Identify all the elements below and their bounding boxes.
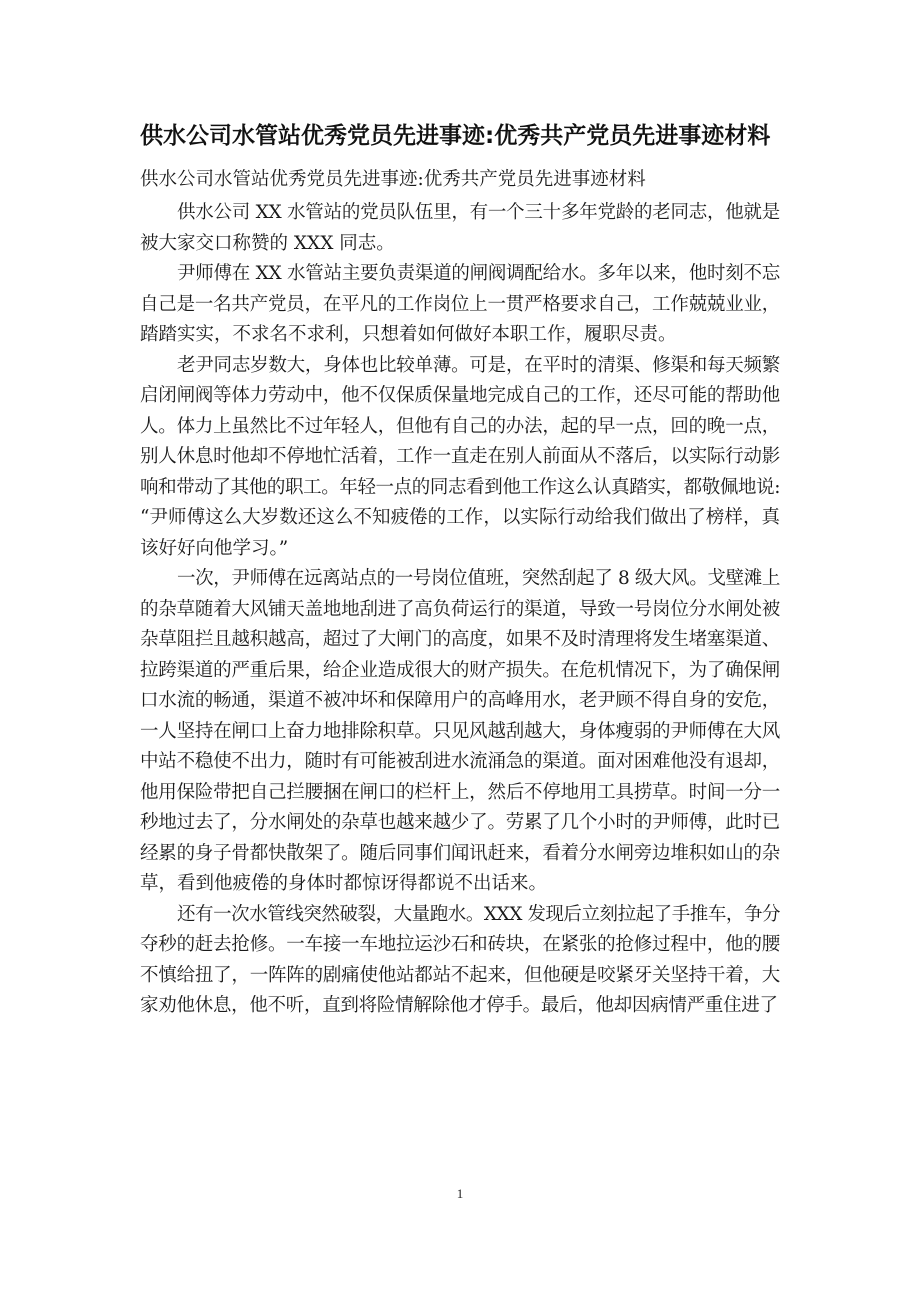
paragraph-line: 不慎给扭了，一阵阵的剧痛使他站都站不起来，但他硬是咬紧牙关坚持干着，大 (140, 964, 780, 986)
paragraph (140, 198, 780, 259)
paragraph (140, 564, 780, 900)
paragraph-line: 口水流的畅通，渠道不被冲坏和保障用户的高峰用水，老尹顾不得自身的安危， (140, 690, 780, 711)
paragraph-line: 供水公司 XX 水管站的党员队伍里，有一个三十多年党龄的老同志，他就是 (177, 202, 780, 223)
paragraph-line: 人。体力上虽然比不过年轻人，但他有自己的办法，起的早一点，回的晚一点， (140, 415, 780, 437)
paragraph-line: 他用保险带把自己拦腰捆在闸口的栏杆上，然后不停地用工具捞草。时间一分一 (140, 781, 780, 803)
paragraph-line: 响和带动了其他的职工。年轻一点的同志看到他工作这么认真踏实，都敬佩地说: (140, 476, 780, 498)
paragraph-line: 经累的身子骨都快散架了。随后同事们闻讯赶来，看着分水闸旁边堆积如山的杂 (140, 842, 780, 864)
paragraph-line: 别人休息时他却不停地忙活着，工作一直走在别人前面从不落后，以实际行动影 (140, 446, 780, 467)
paragraph-line: 尹师傅在 XX 水管站主要负责渠道的闸阀调配给水。多年以来，他时刻不忘 (177, 263, 780, 284)
paragraph-line: 中站不稳使不出力，随时有可能被刮进水流涌急的渠道。面对困难他没有退却， (140, 751, 780, 772)
paragraph-line: “尹师傅这么大岁数还这么不知疲倦的工作，以实际行动给我们做出了榜样，真 (140, 507, 780, 528)
paragraph-line: 踏踏实实，不求名不求利，只想着如何做好本职工作，履职尽责。 (140, 324, 677, 345)
page-number: 1 (456, 1186, 464, 1201)
paragraph-line: 家劝他休息，他不听，直到将险情解除他才停手。最后，他却因病情严重住进了 (140, 995, 778, 1016)
paragraph-line: 草，看到他疲倦的身体时都惊讶得都说不出话来。 (140, 873, 548, 894)
paragraph-line: 还有一次水管线突然破裂，大量跑水。XXX 发现后立刻拉起了手推车，争分 (177, 903, 780, 925)
paragraph-line: 一次，尹师傅在远离站点的一号岗位值班，突然刮起了 8 级大风。戈壁滩上 (177, 568, 780, 589)
paragraph-line: 一人坚持在闸口上奋力地排除积草。只见风越刮越大，身体瘦弱的尹师傅在大风 (140, 720, 780, 742)
paragraph-line: 拉跨渠道的严重后果，给企业造成很大的财产损失。在危机情况下，为了确保闸 (140, 659, 780, 681)
document-title: 供水公司水管站优秀党员先进事迹:优秀共产党员先进事迹材料 (140, 123, 771, 149)
paragraph-line: 秒地过去了，分水闸处的杂草也越来越少了。劳累了几个小时的尹师傅，此时已 (140, 812, 780, 833)
paragraph (140, 259, 780, 351)
paragraph-line: 该好好向他学习。” (140, 537, 289, 559)
paragraph-line: 杂草阻拦且越积越高，超过了大闸门的高度，如果不及时清理将发生堵塞渠道、 (140, 629, 780, 650)
paragraph-line: 启闭闸阀等体力劳动中，他不仅保质保量地完成自己的工作，还尽可能的帮助他 (140, 385, 780, 406)
paragraph-line: 夺秒的赶去抢修。一车接一车地拉运沙石和砖块，在紧张的抢修过程中，他的腰 (140, 934, 780, 955)
paragraph-line: 的杂草随着大风铺天盖地地刮进了高负荷运行的渠道，导致一号岗位分水闸处被 (140, 598, 780, 620)
paragraph (140, 351, 780, 565)
paragraph-line: 被大家交口称赞的 XXX 同志。 (140, 232, 395, 254)
document-body (140, 198, 780, 1022)
document-subtitle: 供水公司水管站优秀党员先进事迹:优秀共产党员先进事迹材料 (140, 169, 646, 190)
paragraph (140, 900, 780, 1022)
paragraph-line: 自己是一名共产党员，在平凡的工作岗位上一贯严格要求自己，工作兢兢业业， (140, 293, 780, 315)
paragraph-line: 老尹同志岁数大，身体也比较单薄。可是，在平时的清渠、修渠和每天频繁 (177, 354, 780, 376)
